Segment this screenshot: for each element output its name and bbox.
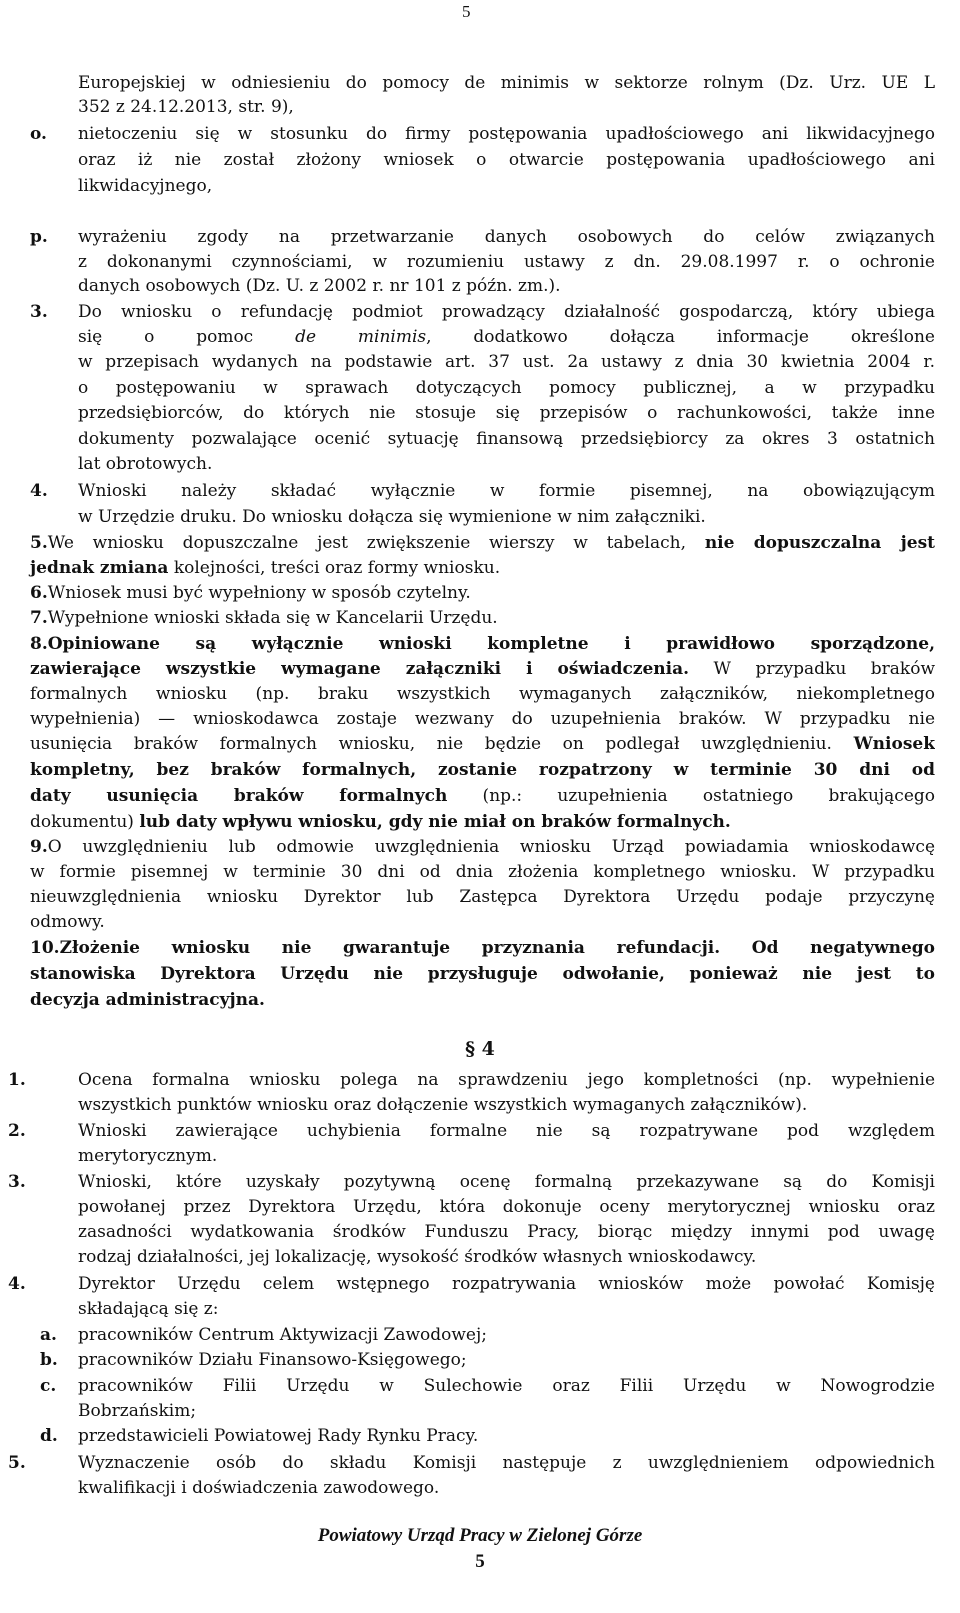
text-line	[30, 860, 935, 884]
list-label: p.	[30, 227, 48, 247]
text-segment: Wypełnione wnioski składa się w Kancelarii Urzędu.	[47, 608, 498, 628]
text-segment: nie dopuszczalna jest	[704, 533, 935, 553]
text-segment: pracowników Centrum Aktywizacji Zawodowej;	[78, 1325, 487, 1345]
text-line	[78, 505, 706, 529]
list-label: b.	[40, 1350, 58, 1370]
section-heading	[0, 1038, 960, 1060]
text-segment: lub daty wpływu wniosku, gdy nie miał on braków formalnych.	[139, 812, 731, 832]
text-line	[78, 225, 935, 249]
text-line	[78, 71, 935, 95]
text-line	[78, 250, 935, 274]
text-segment: pracowników Filii Urzędu w Sulechowie oraz Filii Urzędu w Nowogrodzie	[78, 1376, 935, 1396]
text-segment: 5.	[30, 533, 48, 553]
text-segment: W przypadku braków	[689, 659, 935, 679]
text-segment: wyrażeniu zgody na przetwarzanie danych osobowych do celów związanych	[78, 227, 935, 247]
text-line	[30, 910, 105, 934]
text-line	[78, 95, 294, 119]
text-line	[30, 732, 935, 756]
text-line	[78, 427, 935, 451]
list-label: c.	[40, 1376, 57, 1396]
text-segment: lat obrotowych.	[78, 454, 213, 474]
text-line	[78, 452, 212, 476]
text-segment: O uwzględnieniu lub odmowie uwzględnienia wniosku Urząd powiadamia wnioskodawcę	[47, 837, 935, 857]
text-line	[30, 784, 935, 808]
text-segment: 10.Złożenie wniosku nie gwarantuje przyznania refundacji. Od negatywnego	[30, 938, 935, 958]
list-label: 3.	[8, 1172, 26, 1192]
section-number: 4	[481, 1038, 495, 1060]
text-segment: przedsiębiorców, do których nie stosuje się przepisów o rachunkowości, także inne	[78, 403, 935, 423]
text-segment: , dodatkowo dołącza informacje określone	[426, 327, 935, 347]
text-line	[78, 479, 935, 503]
text-segment: składającą się z:	[78, 1299, 219, 1319]
text-segment: Wnioski zawierające uchybienia formalne nie są rozpatrywane pod względem	[78, 1121, 935, 1141]
list-label: 3.	[30, 302, 48, 322]
text-line	[30, 988, 265, 1012]
text-segment: Wnioski należy składać wyłącznie w formie pisemnej, na obowiązującym	[78, 481, 935, 501]
text-segment: Wyznaczenie osób do składu Komisji następuje z uwzględnieniem odpowiednich	[78, 1453, 935, 1473]
text-segment: w formie pisemnej w terminie 30 dni od dnia złożenia kompletnego wniosku. W przypadku	[30, 862, 935, 882]
text-line	[78, 300, 935, 324]
list-label: 4.	[30, 481, 48, 501]
text-segment: 8.Opiniowane są wyłącznie wnioski kompletne i prawidłowo sporządzone,	[30, 634, 935, 654]
list-label: a.	[40, 1325, 57, 1345]
text-segment: zasadności wydatkowania środków Funduszu Pracy, biorąc między innymi pod uwagę	[78, 1222, 935, 1242]
text-line	[30, 835, 935, 859]
text-segment: Wniosek	[853, 734, 935, 754]
text-line	[78, 401, 935, 425]
text-segment: wypełnienia) — wnioskodawca zostaje wezwany do uzupełnienia braków. W przypadku nie	[30, 709, 935, 729]
text-segment: zawierające wszystkie wymagane załączniki i oświadczenia.	[30, 659, 690, 679]
text-segment: oraz iż nie został złożony wniosek o otwarcie postępowania upadłościowego ani	[78, 150, 935, 170]
text-line	[30, 682, 935, 706]
text-segment: de minimis	[295, 327, 427, 347]
text-line	[78, 325, 935, 349]
text-segment: z dokonanymi czynnościami, w rozumieniu ustawy z dn. 29.08.1997 r. o ochronie	[78, 252, 935, 272]
text-segment: przedstawicieli Powiatowej Rady Rynku Pracy.	[78, 1426, 479, 1446]
text-segment: Dyrektor Urzędu celem wstępnego rozpatrywania wniosków może powołać Komisję	[78, 1274, 935, 1294]
text-line	[78, 174, 212, 198]
list-label: 1.	[8, 1070, 26, 1090]
text-line	[78, 1297, 218, 1321]
text-line	[30, 936, 935, 960]
text-segment: usunięcia braków formalnych wniosku, nie będzie on podlegał uwzględnieniu.	[30, 734, 854, 754]
text-line	[78, 1272, 935, 1296]
text-line	[30, 606, 498, 630]
page-number-top: 5	[462, 2, 471, 21]
text-segment: wszystkich punktów wniosku oraz dołączenie wszystkich wymaganych załączników).	[78, 1095, 808, 1115]
text-line	[30, 632, 935, 656]
text-line	[78, 376, 935, 400]
text-segment: Bobrzańskim;	[78, 1401, 197, 1421]
footer-office: Powiatowy Urząd Pracy w Zielonej Górze	[317, 1525, 643, 1546]
text-line	[78, 1195, 935, 1219]
text-segment: 352 z 24.12.2013, str. 9),	[78, 97, 294, 117]
text-line	[78, 1119, 935, 1143]
text-segment: Europejskiej w odniesieniu do pomocy de minimis w sektorze rolnym (Dz. Urz. UE L	[78, 73, 935, 93]
text-line	[30, 962, 935, 986]
text-line	[78, 350, 935, 374]
text-line	[78, 1451, 935, 1475]
text-segment: 7.	[30, 608, 48, 628]
text-segment: nieuwzględnienia wniosku Dyrektor lub Zastępca Dyrektora Urzędu podaje przyczynę	[30, 887, 935, 907]
text-segment: merytorycznym.	[78, 1146, 218, 1166]
text-segment: formalnych wniosku (np. braku wszystkich wymaganych załączników, niekompletnego	[30, 684, 935, 704]
section-symbol: §	[465, 1038, 476, 1060]
text-segment: kolejności, treści oraz formy wniosku.	[168, 558, 501, 578]
text-segment: dokumenty pozwalające ocenić sytuację finansową przedsiębiorcy za okres 3 ostatnich	[78, 429, 935, 449]
text-line	[78, 122, 935, 146]
text-line	[78, 1374, 935, 1398]
text-segment: Do wniosku o refundację podmiot prowadzący działalność gospodarczą, który ubiega	[78, 302, 935, 322]
text-segment: powołanej przez Dyrektora Urzędu, która dokonuje oceny merytorycznej wniosku oraz	[78, 1197, 935, 1217]
text-segment: o postępowaniu w sprawach dotyczących pomocy publicznej, a w przypadku	[78, 378, 935, 398]
text-segment: Wniosek musi być wypełniony w sposób czytelny.	[47, 583, 471, 603]
text-segment: rodzaj działalności, jej lokalizację, wysokość środków własnych wnioskodawcy.	[78, 1247, 757, 1267]
text-line	[78, 1399, 196, 1423]
text-segment: Wnioski, które uzyskały pozytywną ocenę formalną przekazywane są do Komisji	[78, 1172, 935, 1192]
text-line	[78, 1424, 478, 1448]
text-line	[78, 1348, 467, 1372]
text-line	[78, 1245, 756, 1269]
text-line	[78, 1144, 217, 1168]
text-line	[30, 657, 935, 681]
text-segment: (np.: uzupełnienia ostatniego brakującego	[447, 786, 935, 806]
text-line	[30, 707, 935, 731]
text-segment: 9.	[30, 837, 48, 857]
text-line	[30, 556, 500, 580]
list-label: 2.	[8, 1121, 26, 1141]
text-line	[78, 1093, 807, 1117]
text-segment: decyzja administracyjna.	[30, 990, 265, 1010]
list-label: o.	[30, 124, 47, 144]
text-segment: likwidacyjnego,	[78, 176, 213, 196]
text-segment: stanowiska Dyrektora Urzędu nie przysługuje odwołanie, ponieważ nie jest to	[30, 964, 935, 984]
text-segment: danych osobowych (Dz. U. z 2002 r. nr 101 z późn. zm.).	[78, 276, 561, 296]
text-segment: w Urzędzie druku. Do wniosku dołącza się wymienione w nim załączniki.	[78, 507, 706, 527]
text-line	[78, 1220, 935, 1244]
text-segment: pracowników Działu Finansowo-Księgowego;	[78, 1350, 467, 1370]
text-segment: kwalifikacji i doświadczenia zawodowego.	[78, 1478, 440, 1498]
text-line	[30, 581, 471, 605]
text-segment: w przepisach wydanych na podstawie art. 37 ust. 2a ustawy z dnia 30 kwietnia 2004 r.	[78, 352, 935, 372]
text-line	[78, 274, 561, 298]
text-line	[78, 1170, 935, 1194]
footer-page-number: 5	[475, 1551, 485, 1572]
text-segment: nietoczeniu się w stosunku do firmy postępowania upadłościowego ani likwidacyjnego	[78, 124, 935, 144]
text-line	[30, 810, 731, 834]
text-line	[30, 531, 935, 555]
text-segment: We wniosku dopuszczalne jest zwiększenie wierszy w tabelach,	[47, 533, 705, 553]
text-segment: się o pomoc	[78, 327, 296, 347]
text-segment: odmowy.	[30, 912, 105, 932]
text-line	[78, 148, 935, 172]
text-segment: jednak zmiana	[30, 558, 169, 578]
text-line	[30, 885, 935, 909]
text-segment: dokumentu)	[30, 812, 140, 832]
text-segment: daty usunięcia braków formalnych	[30, 786, 448, 806]
text-line	[78, 1476, 439, 1500]
list-label: 5.	[8, 1453, 26, 1473]
text-line	[78, 1323, 487, 1347]
list-label: d.	[40, 1426, 58, 1446]
text-segment: Ocena formalna wniosku polega na sprawdzeniu jego kompletności (np. wypełnienie	[78, 1070, 935, 1090]
text-line	[78, 1068, 935, 1092]
text-segment: 6.	[30, 583, 48, 603]
list-label: 4.	[8, 1274, 26, 1294]
text-segment: kompletny, bez braków formalnych, zostanie rozpatrzony w terminie 30 dni od	[30, 760, 935, 780]
text-line	[30, 758, 935, 782]
